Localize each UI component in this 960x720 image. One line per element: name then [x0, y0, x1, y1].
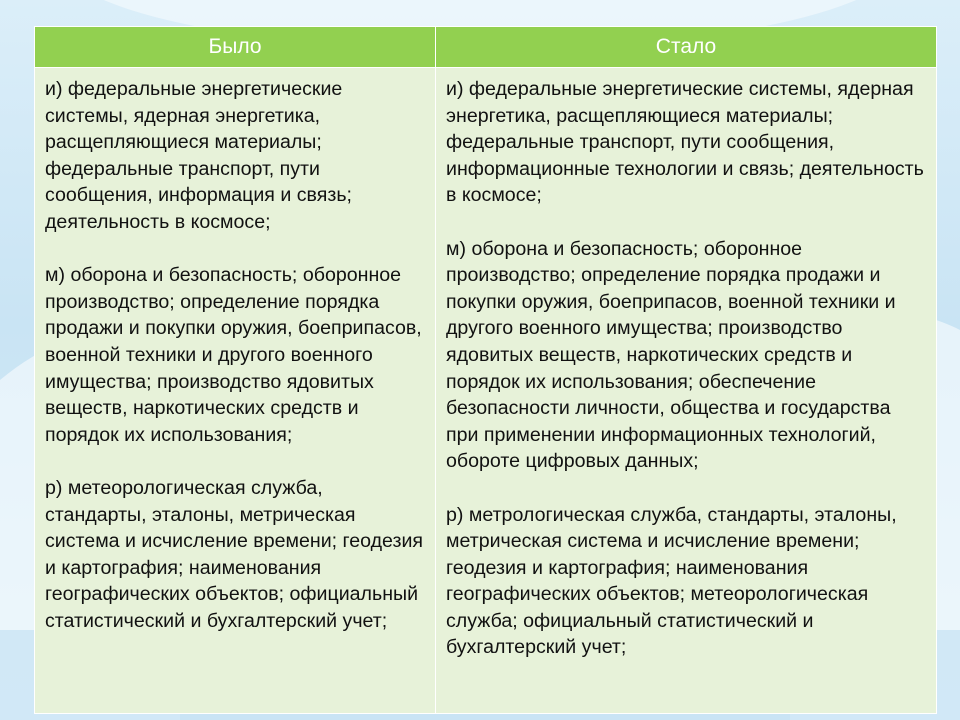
- before-item-r: р) метеорологическая служба, стандарты, эталоны, метрическая система и исчисление времени; геодезия и картография; наименования географических объектов; официальный статистический и бухгалтерский учет;: [45, 476, 424, 632]
- comparison-table: [34, 26, 937, 714]
- before-item-i: и) федеральные энергетические системы, ядерная энергетика, расщепляющиеся материалы; федеральные транспорт, пути сообщения, информация и связь; деятельность в космосе;: [45, 78, 352, 233]
- header-before: Было: [35, 27, 436, 68]
- header-after: Стало: [436, 27, 937, 68]
- table-row: [35, 68, 937, 714]
- after-item-r: р) метрологическая служба, стандарты, эталоны, метрическая система и исчисление времени; геодезия и картография; наименования географических объектов; метеорологическая служба; официальный статистический и бухгалтерский учет;: [446, 503, 897, 659]
- before-item-m: м) оборона и безопасность; оборонное производство; определение порядка продажи и покупки оружия, боеприпасов, военной техники и другого военного имущества; производство ядовитых веществ, наркотических средств и порядок их использования;: [45, 264, 422, 446]
- after-cell: [436, 68, 937, 714]
- before-cell: [35, 68, 436, 714]
- after-item-m: м) оборона и безопасность; оборонное производство; определение порядка продажи и покупки оружия, боеприпасов, военной техники и другого военного имущества; производство ядовитых веществ, наркотических средств и порядок их использования; обеспечение безопасности личности, общества и государства при применении информационных технологий, обороте цифровых данных;: [446, 237, 896, 473]
- table-header-row: [35, 27, 937, 68]
- after-item-i: и) федеральные энергетические системы, ядерная энергетика, расщепляющиеся материалы; федеральные транспорт, пути сообщения, информационные технологии и связь; деятельность в космосе;: [446, 78, 924, 207]
